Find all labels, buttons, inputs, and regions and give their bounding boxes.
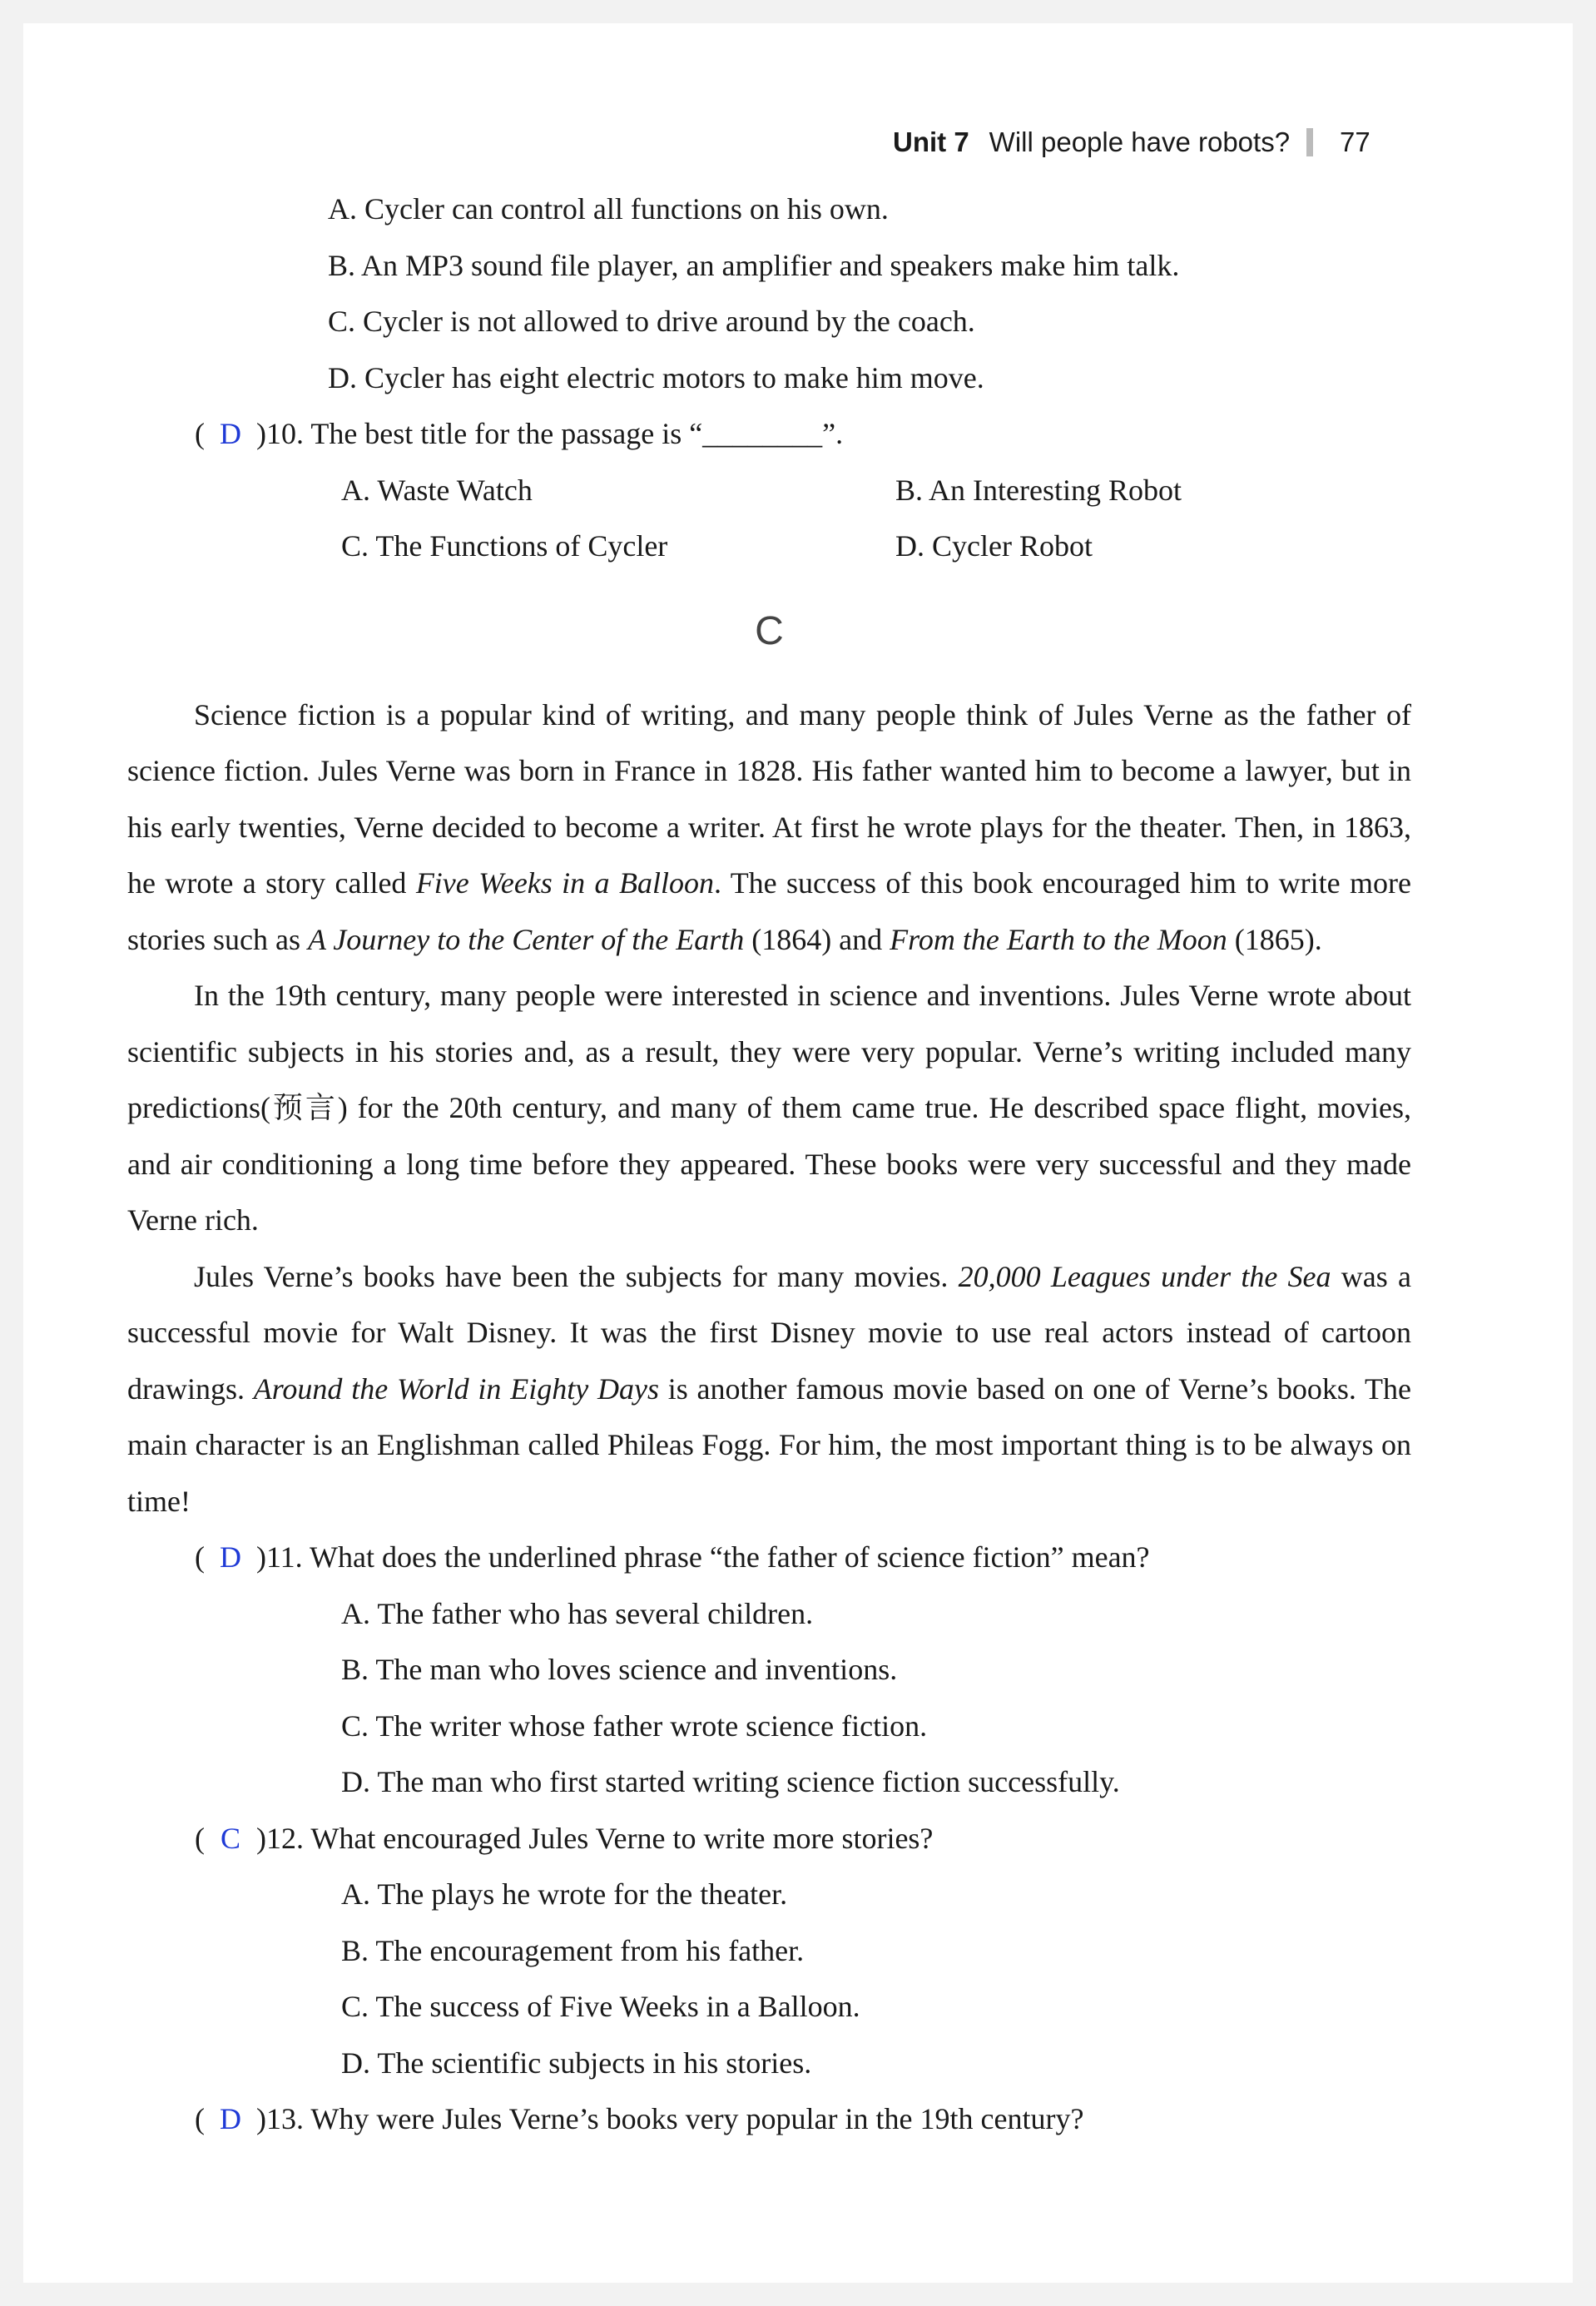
- q12-option: A. The plays he wrote for the theater.: [341, 1877, 788, 1911]
- paragraph-text: was a successful movie for Walt Disney. It was the first Disney movie to use real actors instead of cartoon drawings.: [127, 1259, 1411, 1406]
- question-13: ( D )13. Why were Jules Verne’s books very popular in the 19th century?: [127, 2091, 1411, 2148]
- italic-title: From the Earth to the Moon: [890, 922, 1227, 956]
- q12-option: B. The encouragement from his father.: [341, 1933, 805, 1967]
- question-11: ( D )11. What does the underlined phrase “the father of science fiction” mean?: [127, 1530, 1411, 1586]
- page-header: [893, 126, 1370, 158]
- question-text: )10. The best title for the passage is “________”.: [256, 417, 844, 450]
- passage-paragraph: [127, 968, 1411, 1249]
- q9-option: A. Cycler can control all functions on his own.: [328, 192, 889, 226]
- passage-paragraph: [127, 1249, 1411, 1530]
- q10-option: D. Cycler Robot: [895, 529, 1093, 563]
- question-text: )12. What encouraged Jules Verne to write more stories?: [256, 1821, 934, 1855]
- italic-title: Around the World in Eighty Days: [253, 1371, 659, 1406]
- q9-option: B. An MP3 sound file player, an amplifier and speakers make him talk.: [328, 248, 1180, 282]
- unit-label: Unit 7: [893, 126, 969, 157]
- passage-paragraph: [127, 687, 1411, 969]
- reading-passage: [127, 687, 1411, 1530]
- question-text: )11. What does the underlined phrase “the father of science fiction” mean?: [256, 1540, 1150, 1574]
- section-heading: C: [755, 608, 784, 653]
- question-10: ( D )10. The best title for the passage is “________”.: [127, 406, 1411, 463]
- header-divider: [1306, 128, 1313, 156]
- italic-title: 20,000 Leagues under the Sea: [958, 1259, 1331, 1293]
- answer-mark: C: [220, 1821, 240, 1855]
- answer-mark: D: [220, 417, 241, 450]
- italic-title: Five Weeks in a Balloon: [415, 866, 714, 900]
- unit-title: Will people have robots?: [989, 126, 1291, 157]
- question-12: ( C )12. What encouraged Jules Verne to write more stories?: [127, 1811, 1411, 1867]
- q10-options-row: [127, 463, 1411, 519]
- paragraph-text: Science fiction is a popular kind of writing, and many people think of Jules Verne as the father of science fiction. Jules Verne was born in France in 1828. His father wanted him to become a lawyer, but in his early twenties, Verne decided to become a writer. At first he wrote plays for the theater. Then, in 1863, he wrote a story called: [127, 697, 1411, 900]
- q12-option: C. The success of Five Weeks in a Balloon.: [341, 1990, 860, 2023]
- paragraph-text: (1864) and: [744, 922, 890, 956]
- page-number: 77: [1340, 126, 1370, 157]
- q11-option: B. The man who loves science and inventions.: [341, 1653, 898, 1686]
- page-content: [127, 181, 1411, 2148]
- q10-option: B. An Interesting Robot: [895, 473, 1182, 507]
- answer-mark: D: [220, 1540, 241, 1574]
- paragraph-text: . The success of this book encouraged him to write more stories such as: [127, 866, 1411, 956]
- q11-option: D. The man who first started writing science fiction successfully.: [341, 1765, 1120, 1798]
- q11-option: A. The father who has several children.: [341, 1596, 814, 1630]
- q10-option: C. The Functions of Cycler: [341, 529, 668, 563]
- q12-option: D. The scientific subjects in his stories.: [341, 2046, 812, 2080]
- q10-options-row: [127, 518, 1411, 575]
- paragraph-text: Jules Verne’s books have been the subjects for many movies.: [194, 1259, 959, 1293]
- q9-option: D. Cycler has eight electric motors to make him move.: [328, 360, 984, 394]
- q9-option: C. Cycler is not allowed to drive around by the coach.: [328, 305, 975, 338]
- answer-mark: D: [220, 2102, 241, 2135]
- italic-title: A Journey to the Center of the Earth: [307, 922, 745, 956]
- paragraph-text: In the 19th century, many people were interested in science and inventions. Jules Verne wrote about scientific subjects in his stories and, as a result, they were very popular. Verne’s writing included many predictions(预言) for the 20th century, and many of them came true. He described space flight, movies, and air conditioning a long time before they appeared. These books were very successful and they made Verne rich.: [127, 979, 1411, 1237]
- paragraph-text: is another famous movie based on one of Verne’s books. The main character is an Englishman called Phileas Fogg. For him, the most important thing is to be always on time!: [127, 1371, 1411, 1518]
- q10-option: A. Waste Watch: [341, 473, 533, 507]
- question-text: )13. Why were Jules Verne’s books very popular in the 19th century?: [256, 2102, 1084, 2135]
- paragraph-text: (1865).: [1227, 922, 1322, 956]
- q11-option: C. The writer whose father wrote science fiction.: [341, 1708, 928, 1743]
